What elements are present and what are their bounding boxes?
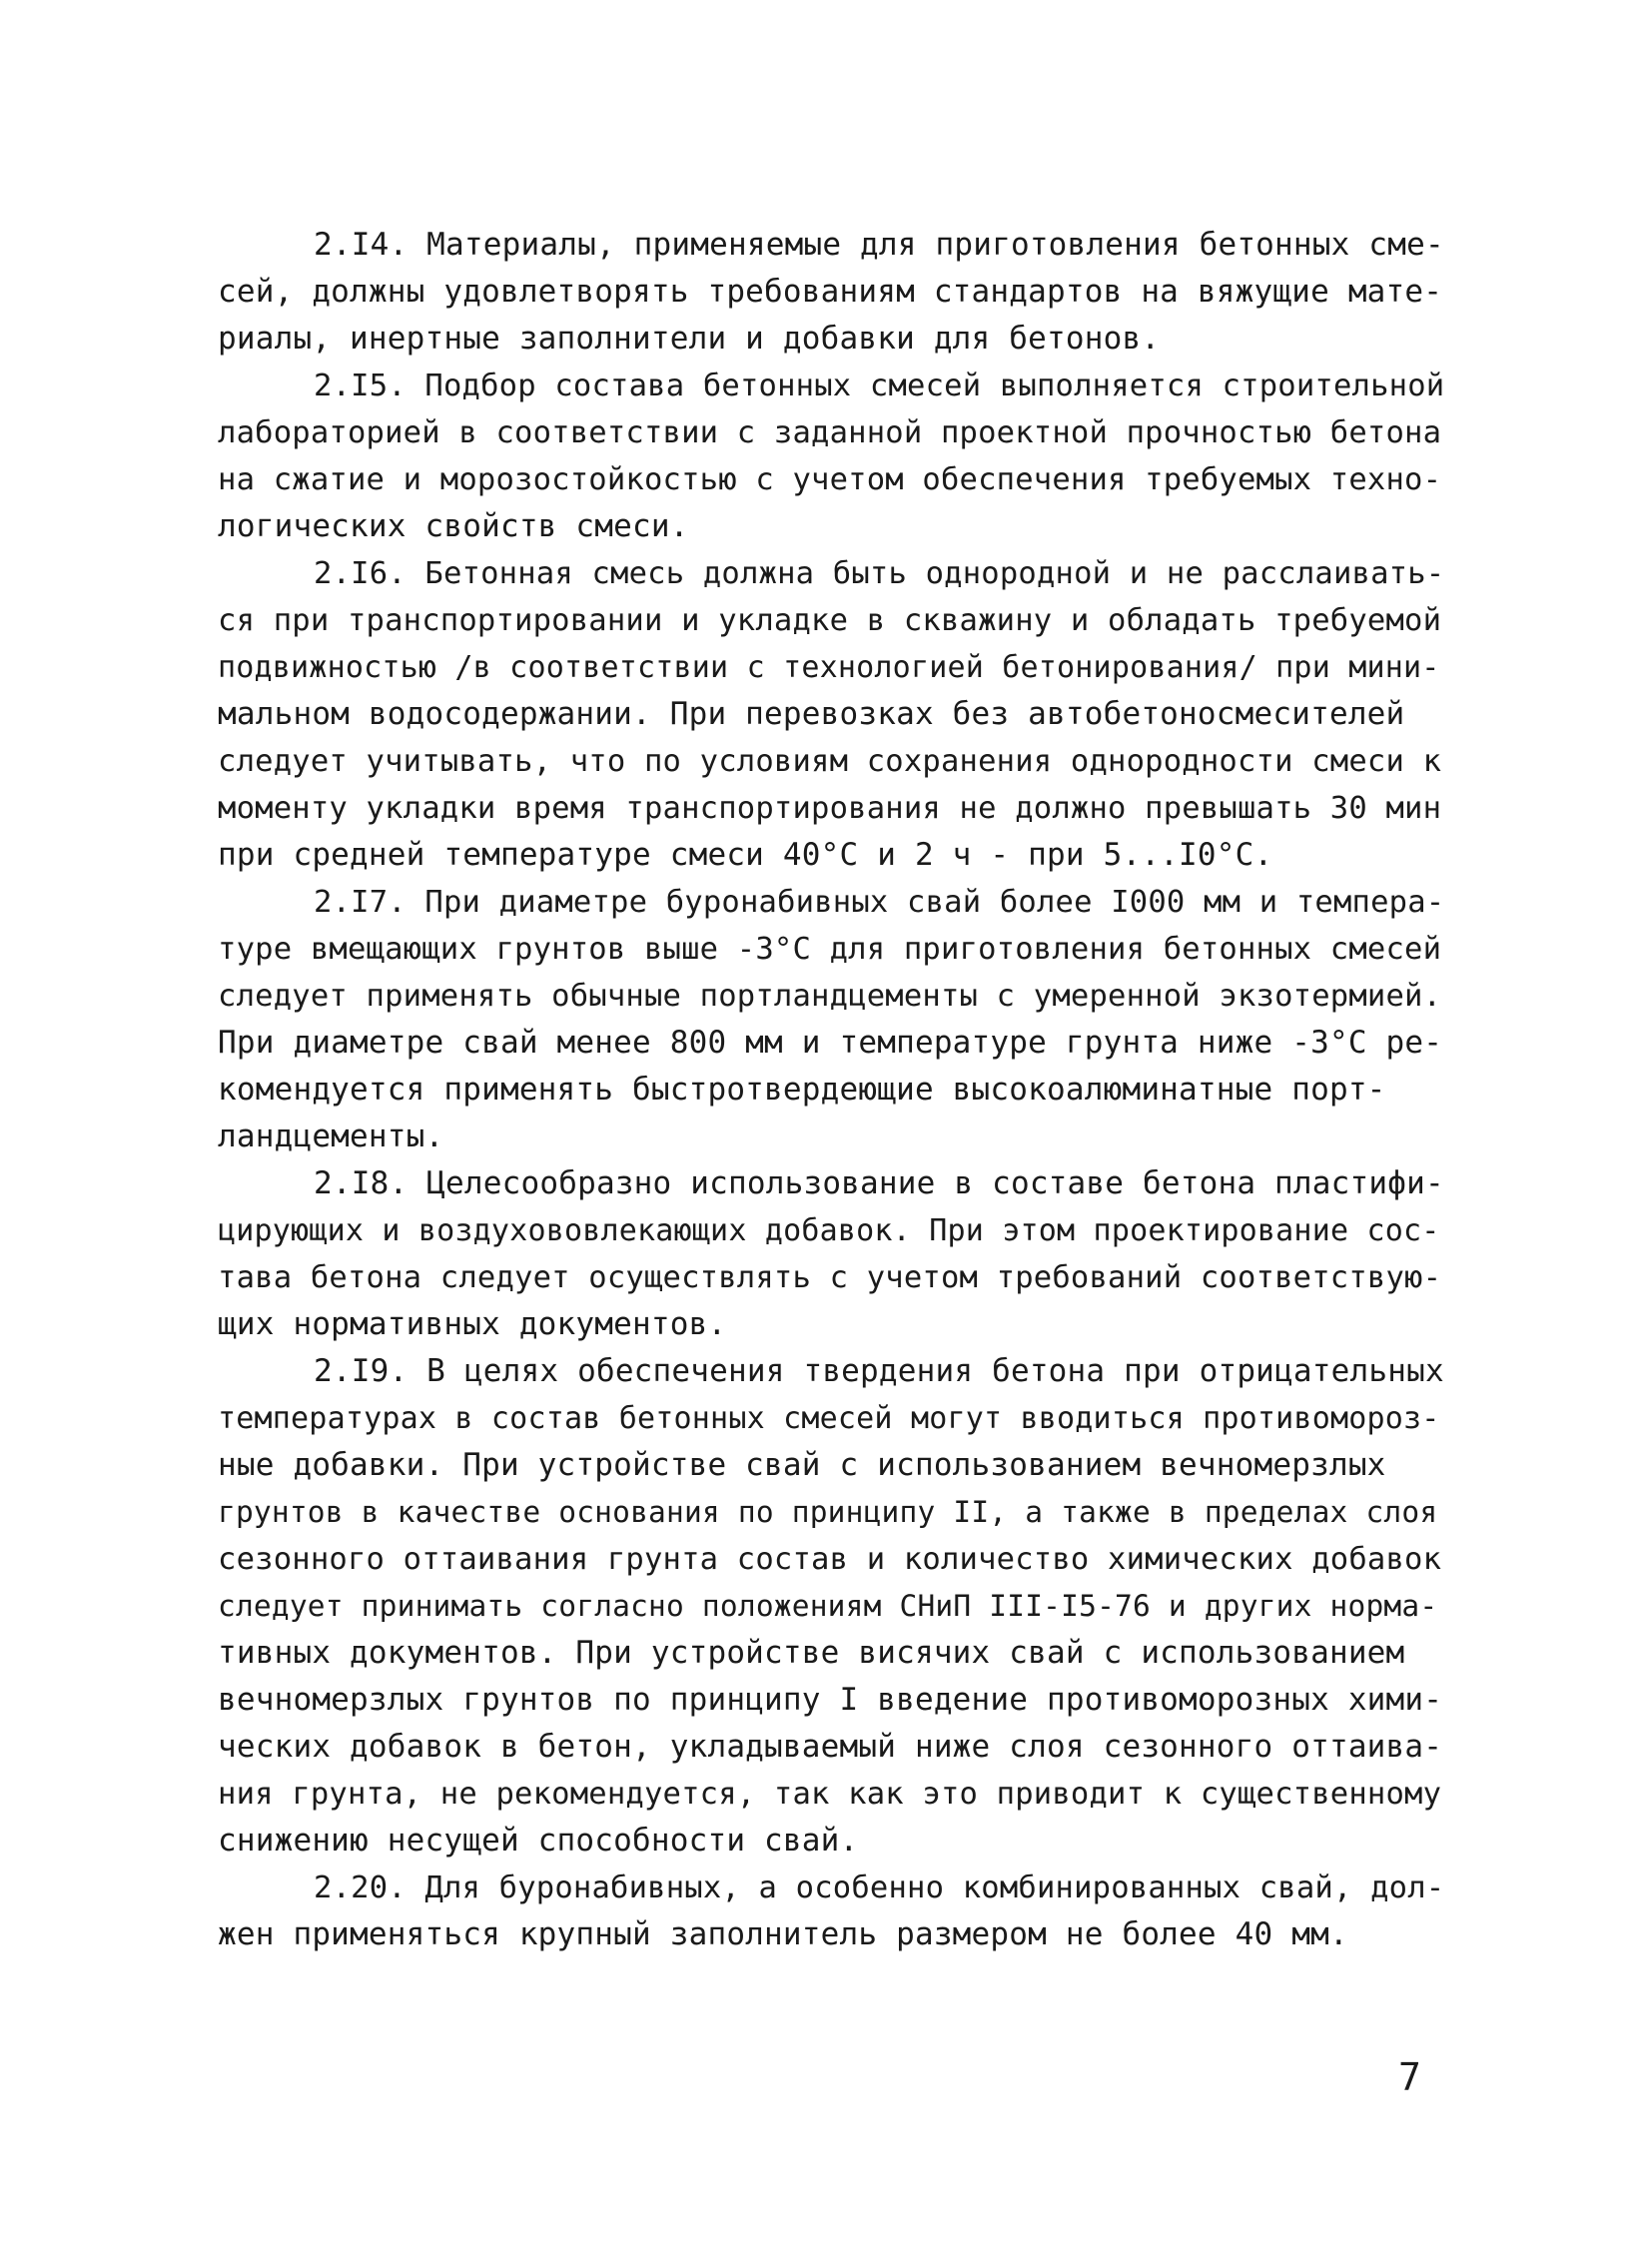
text-line: следует принимать согласно положениям СНиП III-I5-76 и других норма- [218,1589,1438,1623]
text-line: логических свойств смеси. [218,508,689,544]
text-line: мальном водосодержании. При перевозках без автобетоносмесителей [218,696,1405,732]
text-line: ся при транспортировании и укладке в скважину и обладать требуемой [218,603,1442,638]
text-line: температурах в состав бетонных смесей могут вводиться противомороз- [218,1401,1440,1436]
text-line: моменту укладки время транспортирования не должно превышать 30 мин [218,791,1442,826]
paragraph-first-line: 2.I4. Материалы, применяемые для приготовления бетонных сме- [314,227,1444,263]
text-line: тивных документов. При устройстве висячих свай с использованием [218,1635,1405,1671]
text-line: при средней температуре смеси 40°С и 2 ч - при 5...I0°С. [218,837,1273,873]
text-line: ческих добавок в бетон, укладываемый ниже слоя сезонного оттаива- [218,1729,1443,1765]
paragraph-first-line: 2.I9. В целях обеспечения твердения бетона при отрицательных [314,1353,1444,1389]
text-line: туре вмещающих грунтов выше -3°С для приготовления бетонных смесей [218,932,1442,967]
text-line: следует применять обычные портландцементы с умеренной экзотермией. [218,979,1442,1014]
text-line: сезонного оттаивания грунта состав и количество химических добавок [218,1542,1442,1577]
text-line: тава бетона следует осуществлять с учетом требований соответствую- [218,1260,1442,1295]
text-line: ные добавки. При устройстве свай с использованием вечномерзлых [218,1447,1386,1483]
text-line: щих нормативных документов. [218,1306,727,1342]
text-line: жен применяться крупный заполнитель размером не более 40 мм. [218,1916,1348,1952]
document-body [218,222,1456,1958]
paragraph-first-line: 2.I8. Целесообразно использование в составе бетона пластифи- [314,1165,1444,1201]
text-line: следует учитывать, что по условиям сохранения однородности смеси к [218,744,1442,779]
text-line: лабораторией в соответствии с заданной проектной прочностью бетона [218,415,1442,450]
paragraph-first-line: 2.I5. Подбор состава бетонных смесей выполняется строительной [314,369,1445,403]
text-line: сей, должны удовлетворять требованиям стандартов на вяжущие мате- [218,274,1443,310]
text-line: грунтов в качестве основания по принципу II, а также в пределах слоя [218,1495,1438,1529]
text-line: При диаметре свай менее 800 мм и температуре грунта ниже -3°С ре- [218,1025,1443,1061]
text-line: ландцементы. [218,1119,444,1154]
paragraph-first-line: 2.I7. При диаметре буронабивных свай более I000 мм и темпера- [314,885,1445,920]
text-line: цирующих и воздухововлекающих добавок. При этом проектирование сос- [218,1213,1440,1248]
text-line: на сжатие и морозостойкостью с учетом обеспечения требуемых техно- [218,462,1442,497]
text-line: риалы, инертные заполнители и добавки для бетонов. [218,321,1161,357]
paragraph-first-line: 2.I6. Бетонная смесь должна быть однородной и не расслаивать- [314,556,1445,591]
page-number: 7 [1398,2055,1421,2099]
text-line: подвижностью /в соответствии с технологией бетонирования/ при мини- [218,650,1440,685]
text-line: вечномерзлых грунтов по принципу I введение противоморозных хими- [218,1682,1443,1718]
text-line: ния грунта, не рекомендуется, так как это приводит к существенному [218,1777,1442,1812]
text-line: комендуется применять быстротвердеющие высокоалюминатные порт- [218,1072,1386,1108]
paragraph-first-line: 2.20. Для буронабивных, а особенно комбинированных свай, дол- [314,1870,1445,1905]
text-line: снижению несущей способности свай. [218,1823,859,1859]
